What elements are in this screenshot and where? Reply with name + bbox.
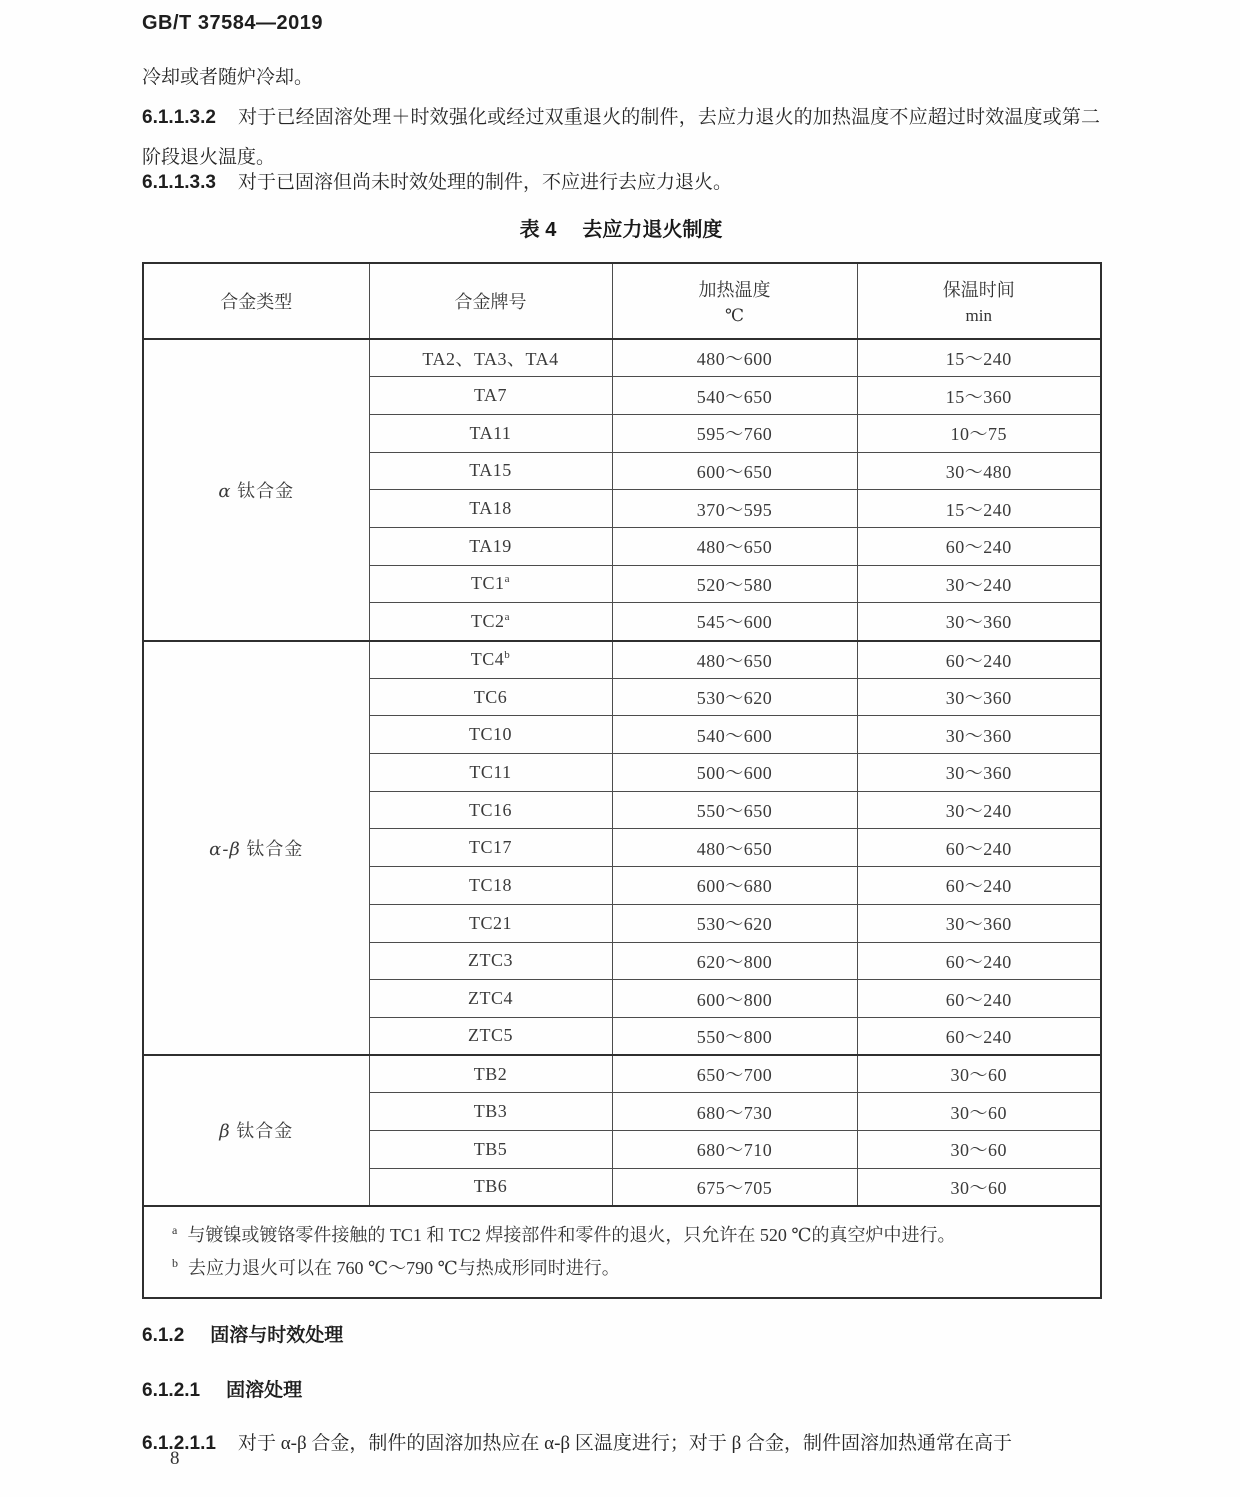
header-holding-time bbox=[857, 263, 1101, 339]
heating-temp-cell: 680～710 bbox=[612, 1130, 857, 1168]
header-label: 合金牌号 bbox=[454, 292, 527, 312]
heating-temp-cell: 540～650 bbox=[612, 377, 857, 415]
footnote-ref: a bbox=[504, 573, 510, 586]
alloy-grade-cell: TC11 bbox=[369, 754, 612, 792]
holding-time-cell: 60～240 bbox=[857, 867, 1101, 905]
table-caption: 去应力退火制度 bbox=[582, 219, 723, 241]
holding-time-cell: 30～360 bbox=[857, 904, 1101, 942]
holding-time-cell: 60～240 bbox=[857, 527, 1101, 565]
footnote-marker: a bbox=[172, 1222, 178, 1237]
alloy-grade-cell: TA19 bbox=[369, 527, 612, 565]
heating-temp-cell: 500～600 bbox=[612, 754, 857, 792]
header-heating-temp bbox=[612, 263, 857, 339]
heating-temp-cell: 675～705 bbox=[612, 1168, 857, 1206]
holding-time-cell: 60～240 bbox=[857, 1017, 1101, 1055]
holding-time-cell: 30～60 bbox=[857, 1093, 1101, 1131]
heading-text: 固溶与时效处理 bbox=[210, 1325, 344, 1346]
holding-time-cell: 30～60 bbox=[857, 1168, 1101, 1206]
footnote-cell bbox=[143, 1206, 1101, 1298]
heating-temp-cell: 480～650 bbox=[612, 527, 857, 565]
heating-temp-cell: 600～680 bbox=[612, 867, 857, 905]
holding-time-cell: 30～360 bbox=[857, 678, 1101, 716]
table-row bbox=[143, 641, 1101, 679]
alloy-grade-cell: TC16 bbox=[369, 791, 612, 829]
footnote-text: 去应力退火可以在 760 ℃～790 ℃与热成形同时进行。 bbox=[188, 1257, 620, 1278]
holding-time-cell: 30～60 bbox=[857, 1130, 1101, 1168]
table-row bbox=[143, 339, 1101, 377]
header-label: 合金类型 bbox=[220, 292, 293, 312]
alloy-grade-cell: ZTC5 bbox=[369, 1017, 612, 1055]
header-unit: ℃ bbox=[724, 306, 745, 325]
alloy-grade-cell: TB3 bbox=[369, 1093, 612, 1131]
heating-temp-cell: 530～620 bbox=[612, 904, 857, 942]
clause-text: 对于已固溶但尚未时效处理的制件，不应进行去应力退火。 bbox=[237, 172, 732, 193]
heading-number: 6.1.2.1 bbox=[142, 1380, 201, 1401]
clause-number: 6.1.1.3.3 bbox=[142, 172, 216, 193]
heading-6-1-2 bbox=[142, 1320, 343, 1347]
alloy-grade-cell: TC2$^a$ bbox=[369, 603, 612, 641]
alloy-grade-cell: TA18 bbox=[369, 490, 612, 528]
alloy-grade-cell: TA7 bbox=[369, 377, 612, 415]
holding-time-cell: 15～240 bbox=[857, 490, 1101, 528]
alloy-grade-cell: TC10 bbox=[369, 716, 612, 754]
holding-time-cell: 30～240 bbox=[857, 565, 1101, 603]
heating-temp-cell: 680～730 bbox=[612, 1093, 857, 1131]
footnote-b bbox=[172, 1252, 1086, 1285]
holding-time-cell: 30～240 bbox=[857, 791, 1101, 829]
heating-temp-cell: 620～800 bbox=[612, 942, 857, 980]
paragraph-6-1-1-3-3 bbox=[142, 163, 1100, 203]
paragraph-cooling: 冷却或者随炉冷却。 bbox=[142, 67, 314, 88]
heating-temp-cell: 520～580 bbox=[612, 565, 857, 603]
table-title bbox=[142, 213, 1100, 242]
holding-time-cell: 30～360 bbox=[857, 716, 1101, 754]
alloy-grade-cell: ZTC4 bbox=[369, 980, 612, 1018]
holding-time-cell: 60～240 bbox=[857, 641, 1101, 679]
header-label: 加热温度 bbox=[698, 280, 771, 300]
alloy-grade-cell: TA11 bbox=[369, 414, 612, 452]
holding-time-cell: 60～240 bbox=[857, 980, 1101, 1018]
holding-time-cell: 60～240 bbox=[857, 829, 1101, 867]
heating-temp-cell: 480～600 bbox=[612, 339, 857, 377]
alloy-grade-cell: ZTC3 bbox=[369, 942, 612, 980]
holding-time-cell: 30～360 bbox=[857, 754, 1101, 792]
heading-number: 6.1.2 bbox=[142, 1325, 185, 1346]
heating-temp-cell: 600～650 bbox=[612, 452, 857, 490]
header-alloy-grade bbox=[369, 263, 612, 339]
table-footnotes bbox=[143, 1206, 1101, 1298]
header-label: 保温时间 bbox=[942, 280, 1015, 300]
alloy-grade-cell: TC18 bbox=[369, 867, 612, 905]
alloy-grade-cell: TC4$^b$ bbox=[369, 641, 612, 679]
page-number: 8 bbox=[170, 1448, 180, 1469]
alloy-grade-cell: TC6 bbox=[369, 678, 612, 716]
heating-temp-cell: 650～700 bbox=[612, 1055, 857, 1093]
heating-temp-cell: 550～650 bbox=[612, 791, 857, 829]
holding-time-cell: 15～240 bbox=[857, 339, 1101, 377]
standard-number: GB/T 37584—2019 bbox=[142, 12, 323, 34]
clause-number: 6.1.2.1.1 bbox=[142, 1433, 216, 1454]
alloy-grade-cell: TC1$^a$ bbox=[369, 565, 612, 603]
header-alloy-type bbox=[143, 263, 369, 339]
table-number: 表 4 bbox=[519, 219, 557, 241]
header-unit: min bbox=[965, 306, 992, 325]
heating-temp-cell: 595～760 bbox=[612, 414, 857, 452]
clause-text: 对于已经固溶处理＋时效强化或经过双重退火的制件，去应力退火的加热温度不应超过时效温度或第二阶段退火温度。 bbox=[142, 107, 1100, 168]
alloy-type-greek: α bbox=[218, 480, 232, 502]
alloy-grade-cell: TB5 bbox=[369, 1130, 612, 1168]
holding-time-cell: 60～240 bbox=[857, 942, 1101, 980]
annealing-table bbox=[142, 262, 1102, 1299]
heating-temp-cell: 480～650 bbox=[612, 829, 857, 867]
heading-6-1-2-1 bbox=[142, 1375, 302, 1402]
table-header bbox=[143, 263, 1101, 339]
holding-time-cell: 15～360 bbox=[857, 377, 1101, 415]
heating-temp-cell: 530～620 bbox=[612, 678, 857, 716]
heating-temp-cell: 550～800 bbox=[612, 1017, 857, 1055]
alloy-grade-cell: TC21 bbox=[369, 904, 612, 942]
holding-time-cell: 30～360 bbox=[857, 603, 1101, 641]
clause-number: 6.1.1.3.2 bbox=[142, 107, 216, 128]
heating-temp-cell: 600～800 bbox=[612, 980, 857, 1018]
footnote-ref: a bbox=[504, 610, 510, 623]
alloy-type-cell: α 钛合金 bbox=[143, 339, 369, 641]
alloy-grade-cell: TB6 bbox=[369, 1168, 612, 1206]
alloy-type-cell: α-β 钛合金 bbox=[143, 641, 369, 1056]
table-body bbox=[143, 339, 1101, 1206]
footnote-a bbox=[172, 1219, 1086, 1252]
alloy-grade-cell: TA15 bbox=[369, 452, 612, 490]
footnote-text: 与镀镍或镀铬零件接触的 TC1 和 TC2 焊接部件和零件的退火，只允许在 520 ℃的真空炉中进行。 bbox=[187, 1224, 956, 1245]
heating-temp-cell: 480～650 bbox=[612, 641, 857, 679]
alloy-grade-cell: TA2、TA3、TA4 bbox=[369, 339, 612, 377]
holding-time-cell: 10～75 bbox=[857, 414, 1101, 452]
holding-time-cell: 30～60 bbox=[857, 1055, 1101, 1093]
heating-temp-cell: 370～595 bbox=[612, 490, 857, 528]
paragraph-6-1-2-1-1 bbox=[142, 1424, 1100, 1464]
holding-time-cell: 30～480 bbox=[857, 452, 1101, 490]
heating-temp-cell: 540～600 bbox=[612, 716, 857, 754]
heating-temp-cell: 545～600 bbox=[612, 603, 857, 641]
alloy-type-greek: β bbox=[219, 1121, 231, 1143]
heading-text: 固溶处理 bbox=[226, 1380, 303, 1401]
alloy-grade-cell: TB2 bbox=[369, 1055, 612, 1093]
table-row bbox=[143, 1055, 1101, 1093]
alloy-type-greek: α-β bbox=[209, 838, 241, 860]
footnote-ref: b bbox=[504, 649, 511, 662]
footnote-marker: b bbox=[172, 1255, 178, 1270]
clause-text: 对于 α-β 合金，制件的固溶加热应在 α-β 区温度进行；对于 β 合金，制件固溶加热通常在高于 bbox=[237, 1433, 1013, 1454]
alloy-type-cell: β 钛合金 bbox=[143, 1055, 369, 1206]
alloy-grade-cell: TC17 bbox=[369, 829, 612, 867]
